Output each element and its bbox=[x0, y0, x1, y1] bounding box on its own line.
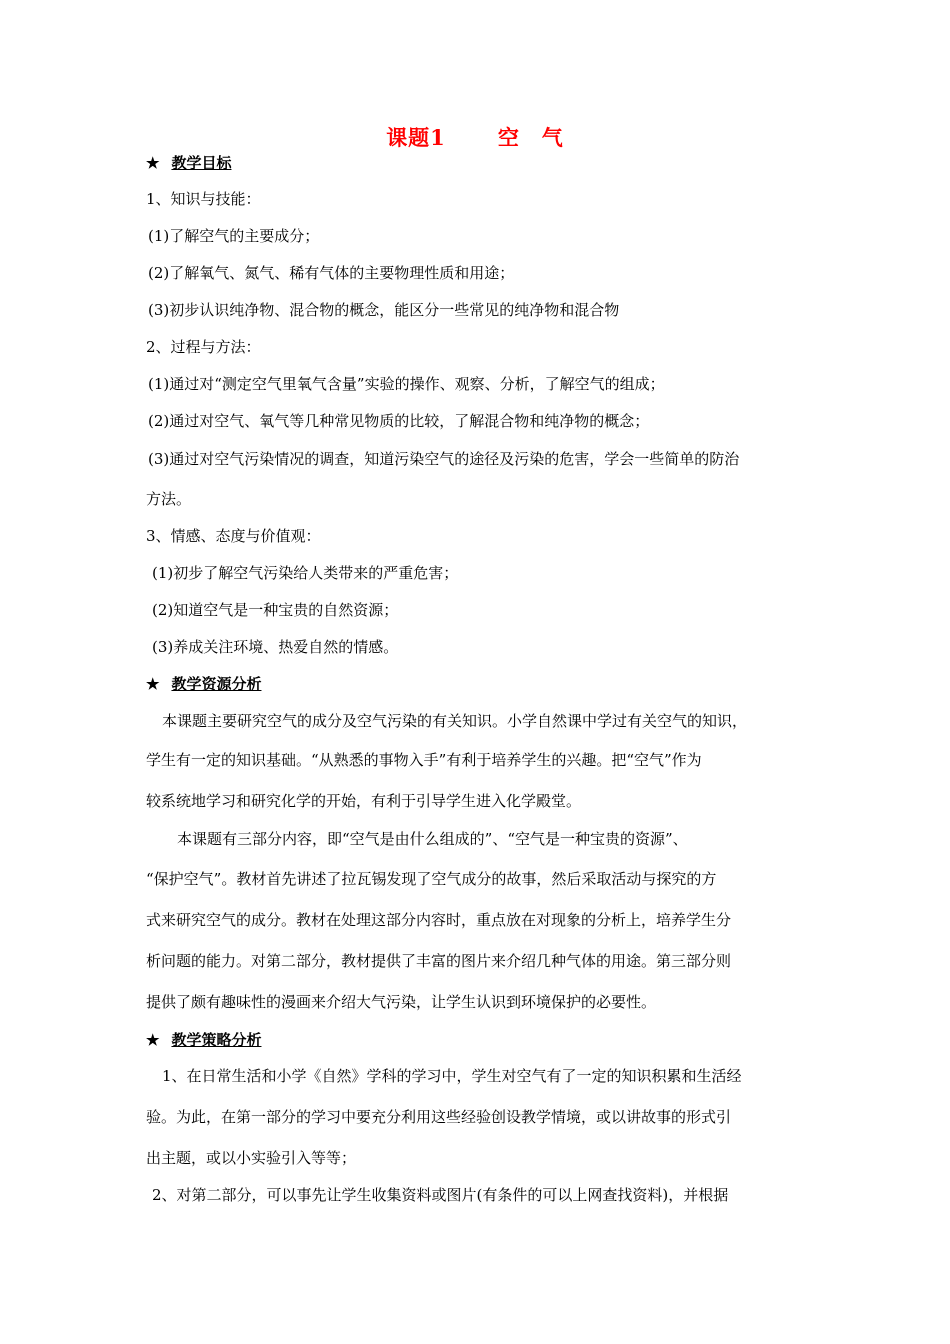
paragraph-line: 1、知识与技能： bbox=[146, 190, 261, 208]
section-heading-strategy bbox=[146, 1030, 261, 1050]
section-heading-text: 教学目标 bbox=[171, 154, 232, 172]
paragraph-line: (3)初步认识纯净物、混合物的概念，能区分一些常见的纯净物和混合物 bbox=[148, 301, 620, 319]
star-icon: ★ bbox=[146, 675, 160, 693]
page-title bbox=[0, 122, 950, 152]
section-heading-text: 教学策略分析 bbox=[171, 1031, 262, 1049]
paragraph-line: 较系统地学习和研究化学的开始，有利于引导学生进入化学殿堂。 bbox=[146, 792, 582, 810]
paragraph-line: 学生有一定的知识基础。“从熟悉的事物入手”有利于培养学生的兴趣。把“空气”作为 bbox=[146, 751, 702, 769]
paragraph-line: (3)养成关注环境、热爱自然的情感。 bbox=[152, 638, 399, 656]
title-lesson-number: 课题1 bbox=[386, 125, 446, 150]
paragraph-line: 提供了颇有趣味性的漫画来介绍大气污染，让学生认识到环境保护的必要性。 bbox=[146, 993, 657, 1011]
section-heading-text: 教学资源分析 bbox=[171, 675, 262, 693]
paragraph-line: (2)了解氧气、氮气、稀有气体的主要物理性质和用途； bbox=[148, 264, 515, 282]
paragraph-line: 本课题有三部分内容，即“空气是由什么组成的”、“空气是一种宝贵的资源”、 bbox=[177, 830, 688, 848]
paragraph-line: (3)通过对空气污染情况的调查，知道污染空气的途径及污染的危害，学会一些简单的防治 bbox=[148, 450, 740, 468]
paragraph-line: (1)通过对“测定空气里氧气含量”实验的操作、观察、分析，了解空气的组成； bbox=[148, 375, 665, 393]
section-heading-goals bbox=[146, 153, 231, 173]
paragraph-line: 2、过程与方法： bbox=[146, 338, 261, 356]
paragraph-line: 本课题主要研究空气的成分及空气污染的有关知识。小学自然课中学过有关空气的知识， bbox=[162, 712, 748, 730]
paragraph-line: 方法。 bbox=[146, 490, 192, 508]
paragraph-line: 析问题的能力。对第二部分，教材提供了丰富的图片来介绍几种气体的用途。第三部分则 bbox=[146, 952, 732, 970]
title-topic: 空 气 bbox=[497, 125, 564, 150]
paragraph-line: 式来研究空气的成分。教材在处理这部分内容时，重点放在对现象的分析上，培养学生分 bbox=[146, 911, 732, 929]
paragraph-line: “保护空气”。教材首先讲述了拉瓦锡发现了空气成分的故事，然后采取活动与探究的方 bbox=[146, 870, 717, 888]
paragraph-line: (2)知道空气是一种宝贵的自然资源； bbox=[152, 601, 399, 619]
paragraph-line: (2)通过对空气、氧气等几种常见物质的比较，了解混合物和纯净物的概念； bbox=[148, 412, 650, 430]
paragraph-line: 出主题，或以小实验引入等等； bbox=[146, 1149, 357, 1167]
paragraph-line: (1)初步了解空气污染给人类带来的严重危害； bbox=[152, 564, 459, 582]
section-heading-resources bbox=[146, 674, 261, 694]
star-icon: ★ bbox=[146, 1031, 160, 1049]
paragraph-line: 2、对第二部分，可以事先让学生收集资料或图片(有条件的可以上网查找资料)，并根据 bbox=[152, 1186, 729, 1204]
paragraph-line: 3、情感、态度与价值观： bbox=[146, 527, 321, 545]
paragraph-line: 1、在日常生活和小学《自然》学科的学习中，学生对空气有了一定的知识积累和生活经 bbox=[162, 1067, 742, 1085]
paragraph-line: 验。为此，在第一部分的学习中要充分利用这些经验创设教学情境，或以讲故事的形式引 bbox=[146, 1108, 732, 1126]
star-icon: ★ bbox=[146, 154, 160, 172]
paragraph-line: (1)了解空气的主要成分； bbox=[148, 227, 320, 245]
